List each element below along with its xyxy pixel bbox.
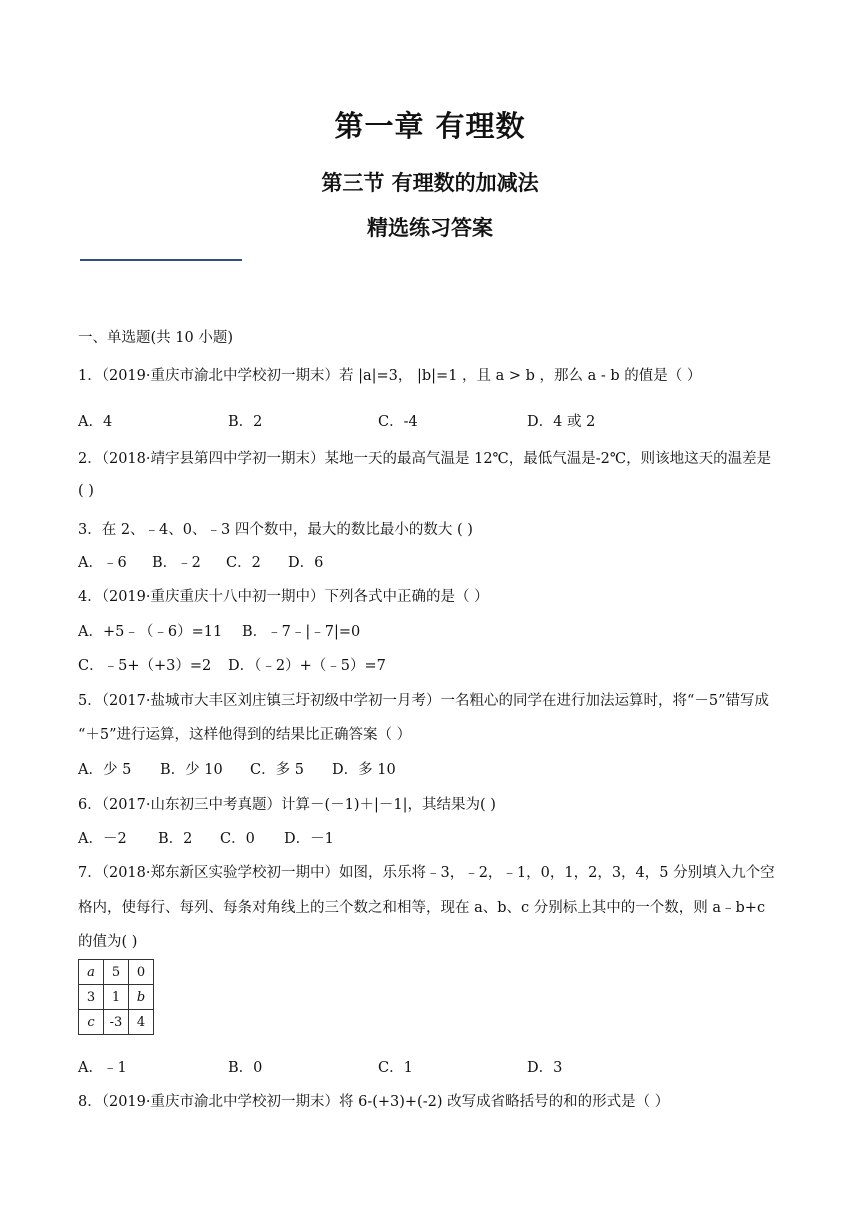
option-c: C．-4 (378, 414, 418, 430)
subtitle: 精选练习答案 (367, 215, 493, 240)
option-b: B．﹣2 (152, 555, 201, 571)
grid-cell: c (79, 1010, 104, 1035)
question-7-cont-2: 的值为( ) (78, 934, 138, 950)
question-2: 2．（2018·靖宇县第四中学初一期末）某地一天的最高气温是 12℃，最低气温是-2℃，则该地这天的温差是 (78, 451, 772, 467)
option-a: A．﹣1 (78, 1060, 127, 1076)
section-heading: 一、单选题(共 10 小题) (78, 330, 233, 346)
option-a: A．－2 (78, 831, 127, 847)
magic-square-figure (78, 959, 154, 1035)
option-b: B．2 (158, 831, 193, 847)
section-title: 第三节 有理数的加减法 (321, 170, 539, 195)
option-d: D．6 (288, 555, 324, 571)
question-5-cont: “＋5”进行运算，这样他得到的结果比正确答案（ ） (78, 727, 412, 743)
question-1: 1．（2019·重庆市渝北中学校初一期末）若 |a|=3， |b|=1 ，且 a > b ，那么 a - b 的值是（ ） (78, 368, 702, 384)
option-c: C．2 (226, 555, 261, 571)
question-5: 5．（2017·盐城市大丰区刘庄镇三圩初级中学初一月考）一名粗心的同学在进行加法运算时，将“－5”错写成 (78, 693, 770, 709)
grid-cell: -3 (104, 1010, 129, 1035)
grid-cell: 0 (129, 960, 154, 985)
grid-cell: 5 (104, 960, 129, 985)
option-c: C．多 5 (250, 762, 304, 778)
question-7: 7．（2018·郑东新区实验学校初一期中）如图，乐乐将﹣3，﹣2，﹣1，0，1，2，3，4，5 分别填入九个空 (78, 865, 775, 881)
option-b: B．2 (228, 414, 263, 430)
option-b: B．0 (228, 1060, 263, 1076)
option-c: C．0 (220, 831, 255, 847)
header-divider (80, 259, 242, 261)
option-d: D．（﹣2）+（﹣5）=7 (228, 658, 386, 674)
question-3: 3．在 2、﹣4、0、﹣3 四个数中，最大的数比最小的数大 ( ) (78, 522, 473, 538)
option-b: B．少 10 (160, 762, 223, 778)
option-a: A．+5﹣（﹣6）=11 (78, 624, 223, 640)
option-a: A．4 (78, 414, 113, 430)
question-6: 6．（2017·山东初三中考真题）计算－(－1)＋|－1|，其结果为( ) (78, 797, 496, 813)
grid-row (79, 960, 154, 985)
question-2-cont: ( ) (78, 483, 94, 499)
grid-row (79, 1010, 154, 1035)
grid-cell: 3 (79, 985, 104, 1010)
question-7-cont-1: 格内，使每行、每列、每条对角线上的三个数之和相等，现在 a、b、c 分别标上其中的一个数，则 a﹣b+c (78, 900, 766, 916)
question-4: 4．（2019·重庆重庆十八中初一期中）下列各式中正确的是（ ） (78, 589, 489, 605)
chapter-title: 第一章 有理数 (334, 109, 526, 143)
grid-cell: 4 (129, 1010, 154, 1035)
option-d: D．多 10 (332, 762, 396, 778)
grid-cell: b (129, 985, 154, 1010)
option-d: D．3 (527, 1060, 563, 1076)
option-c: C．1 (378, 1060, 413, 1076)
option-a: A．﹣6 (78, 555, 127, 571)
grid-cell: 1 (104, 985, 129, 1010)
grid-cell: a (79, 960, 104, 985)
option-a: A．少 5 (78, 762, 132, 778)
grid-row (79, 985, 154, 1010)
option-c: C．﹣5+（+3）=2 (78, 658, 212, 674)
option-d: D．－1 (284, 831, 334, 847)
option-d: D．4 或 2 (527, 414, 596, 430)
question-8: 8．（2019·重庆市渝北中学校初一期末）将 6-(+3)+(-2) 改写成省略括号的和的形式是（ ） (78, 1094, 670, 1110)
option-b: B．﹣7﹣|﹣7|=0 (242, 624, 361, 640)
